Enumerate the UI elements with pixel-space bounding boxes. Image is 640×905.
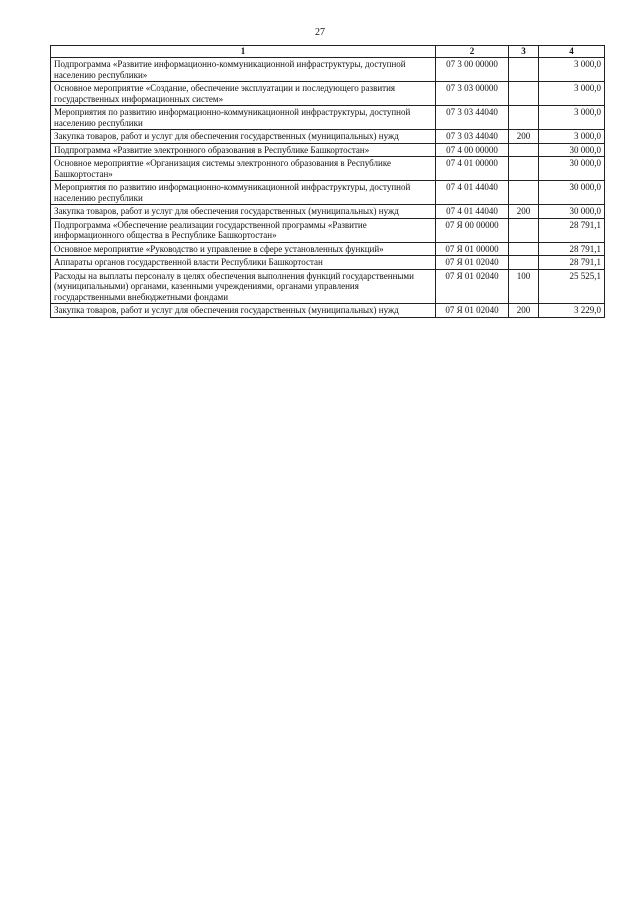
table-row <box>51 205 605 219</box>
table-header-row <box>51 46 605 58</box>
table-row <box>51 106 605 130</box>
row-amount-cell: 3 229,0 <box>539 304 605 318</box>
table-row <box>51 242 605 256</box>
row-amount-cell: 3 000,0 <box>539 58 605 82</box>
row-expense-type-cell <box>509 106 539 130</box>
row-name-cell: Закупка товаров, работ и услуг для обеспечения государственных (муниципальных) нужд <box>51 304 436 318</box>
row-code-cell: 07 Я 01 02040 <box>436 269 509 304</box>
row-code-cell: 07 4 01 44040 <box>436 205 509 219</box>
table-body <box>51 58 605 318</box>
row-amount-cell: 30 000,0 <box>539 205 605 219</box>
table-row <box>51 269 605 304</box>
row-name-cell: Расходы на выплаты персоналу в целях обеспечения выполнения функций государственными (муниципальными) органами, казенными учреждениями, органами управления государственными внебюджетными фондами <box>51 269 436 304</box>
row-expense-type-cell <box>509 181 539 205</box>
column-header-4: 4 <box>539 46 605 58</box>
row-amount-cell: 30 000,0 <box>539 157 605 181</box>
row-expense-type-cell <box>509 218 539 242</box>
row-expense-type-cell: 200 <box>509 304 539 318</box>
row-code-cell: 07 3 00 00000 <box>436 58 509 82</box>
page-number: 27 <box>315 27 325 38</box>
row-code-cell: 07 4 01 44040 <box>436 181 509 205</box>
row-expense-type-cell <box>509 242 539 256</box>
row-expense-type-cell <box>509 256 539 270</box>
row-amount-cell: 30 000,0 <box>539 181 605 205</box>
table-row <box>51 157 605 181</box>
row-name-cell: Закупка товаров, работ и услуг для обеспечения государственных (муниципальных) нужд <box>51 130 436 144</box>
table-row <box>51 218 605 242</box>
row-amount-cell: 30 000,0 <box>539 143 605 157</box>
row-name-cell: Закупка товаров, работ и услуг для обеспечения государственных (муниципальных) нужд <box>51 205 436 219</box>
row-expense-type-cell: 200 <box>509 205 539 219</box>
row-name-cell: Мероприятия по развитию информационно-коммуникационной инфраструктуры, доступной населению республики <box>51 106 436 130</box>
row-name-cell: Мероприятия по развитию информационно-коммуникационной инфраструктуры, доступной населению республики <box>51 181 436 205</box>
row-expense-type-cell <box>509 58 539 82</box>
row-code-cell: 07 4 00 00000 <box>436 143 509 157</box>
row-amount-cell: 28 791,1 <box>539 218 605 242</box>
table-row <box>51 130 605 144</box>
row-name-cell: Подпрограмма «Развитие электронного образования в Республике Башкортостан» <box>51 143 436 157</box>
row-name-cell: Основное мероприятие «Создание, обеспечение эксплуатации и последующего развития государственных информационных систем» <box>51 82 436 106</box>
table-row <box>51 256 605 270</box>
row-expense-type-cell: 100 <box>509 269 539 304</box>
row-name-cell: Подпрограмма «Обеспечение реализации государственной программы «Развитие информационного общества в Республике Башкортостан» <box>51 218 436 242</box>
budget-table <box>50 45 605 318</box>
table-row <box>51 82 605 106</box>
row-amount-cell: 3 000,0 <box>539 82 605 106</box>
row-name-cell: Основное мероприятие «Организация системы электронного образования в Республике Башкортостан» <box>51 157 436 181</box>
row-code-cell: 07 3 03 00000 <box>436 82 509 106</box>
row-code-cell: 07 Я 00 00000 <box>436 218 509 242</box>
row-expense-type-cell <box>509 157 539 181</box>
row-amount-cell: 28 791,1 <box>539 242 605 256</box>
table-row <box>51 143 605 157</box>
table-row <box>51 181 605 205</box>
row-amount-cell: 28 791,1 <box>539 256 605 270</box>
row-expense-type-cell <box>509 143 539 157</box>
table-row <box>51 58 605 82</box>
row-code-cell: 07 3 03 44040 <box>436 130 509 144</box>
row-expense-type-cell <box>509 82 539 106</box>
row-code-cell: 07 Я 01 00000 <box>436 242 509 256</box>
row-name-cell: Аппараты органов государственной власти Республики Башкортостан <box>51 256 436 270</box>
table-row <box>51 304 605 318</box>
row-expense-type-cell: 200 <box>509 130 539 144</box>
row-code-cell: 07 4 01 00000 <box>436 157 509 181</box>
row-code-cell: 07 Я 01 02040 <box>436 304 509 318</box>
row-name-cell: Основное мероприятие «Руководство и управление в сфере установленных функций» <box>51 242 436 256</box>
row-name-cell: Подпрограмма «Развитие информационно-коммуникационной инфраструктуры, доступной населению республики» <box>51 58 436 82</box>
row-amount-cell: 3 000,0 <box>539 106 605 130</box>
row-code-cell: 07 Я 01 02040 <box>436 256 509 270</box>
row-amount-cell: 3 000,0 <box>539 130 605 144</box>
column-header-3: 3 <box>509 46 539 58</box>
column-header-1: 1 <box>51 46 436 58</box>
row-code-cell: 07 3 03 44040 <box>436 106 509 130</box>
column-header-2: 2 <box>436 46 509 58</box>
row-amount-cell: 25 525,1 <box>539 269 605 304</box>
